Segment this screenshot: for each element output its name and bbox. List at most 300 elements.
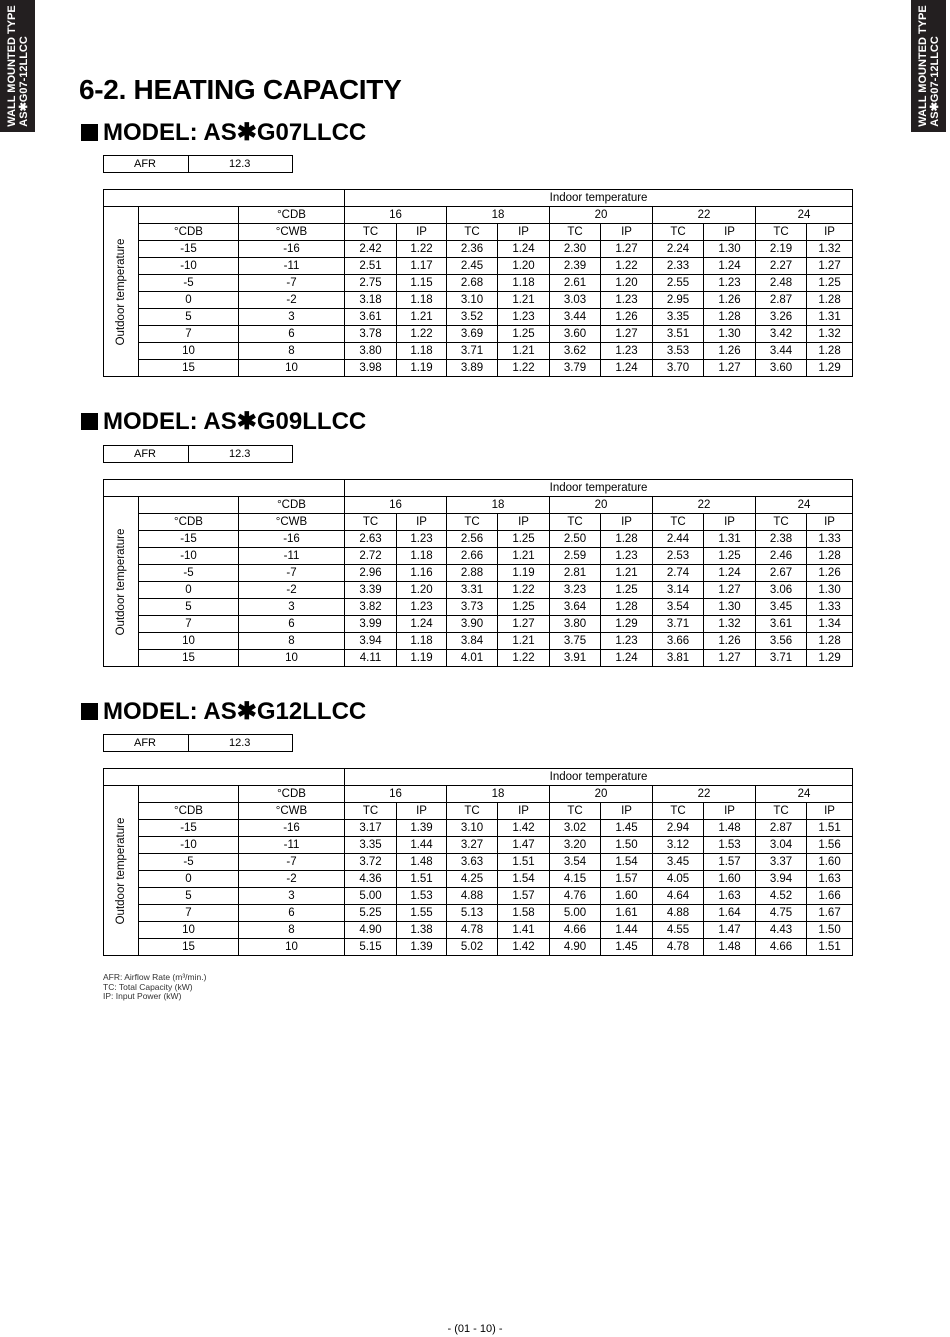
ip-value: 1.18 bbox=[498, 275, 550, 292]
ip-value: 1.20 bbox=[397, 582, 447, 599]
tc-value: 3.52 bbox=[447, 309, 498, 326]
ip-value: 1.26 bbox=[807, 565, 853, 582]
ip-value: 1.42 bbox=[498, 820, 550, 837]
tc-value: 3.14 bbox=[653, 582, 704, 599]
ip-value: 1.21 bbox=[498, 548, 550, 565]
table-row bbox=[104, 599, 853, 616]
tc-header: TC bbox=[345, 803, 397, 820]
table-row bbox=[104, 888, 853, 905]
tc-value: 2.81 bbox=[550, 565, 601, 582]
outdoor-cwb-value: 3 bbox=[239, 599, 345, 616]
ip-value: 1.30 bbox=[704, 326, 756, 343]
ip-header: IP bbox=[704, 803, 756, 820]
table-row bbox=[104, 309, 853, 326]
tc-value: 3.64 bbox=[550, 599, 601, 616]
tc-value: 3.56 bbox=[756, 633, 807, 650]
outdoor-cdb-value: 10 bbox=[139, 343, 239, 360]
tc-value: 3.71 bbox=[653, 616, 704, 633]
tc-value: 5.13 bbox=[447, 905, 498, 922]
ip-value: 1.18 bbox=[397, 548, 447, 565]
tc-value: 3.90 bbox=[447, 616, 498, 633]
tc-value: 3.37 bbox=[756, 854, 807, 871]
ip-header: IP bbox=[397, 803, 447, 820]
tc-value: 3.98 bbox=[345, 360, 397, 377]
ip-value: 1.48 bbox=[704, 820, 756, 837]
ip-value: 1.25 bbox=[498, 599, 550, 616]
ip-header: IP bbox=[601, 514, 653, 531]
tc-value: 3.51 bbox=[653, 326, 704, 343]
tc-value: 3.78 bbox=[345, 326, 397, 343]
outdoor-cwb-value: -2 bbox=[239, 871, 345, 888]
tc-value: 2.53 bbox=[653, 548, 704, 565]
heating-capacity-table bbox=[103, 768, 853, 956]
model-title bbox=[81, 697, 366, 726]
ip-value: 1.23 bbox=[601, 292, 653, 309]
tc-header: TC bbox=[756, 224, 807, 241]
table-row bbox=[104, 871, 853, 888]
outdoor-cwb-value: -2 bbox=[239, 582, 345, 599]
outdoor-temperature-header bbox=[104, 497, 139, 667]
ip-value: 1.50 bbox=[601, 837, 653, 854]
side-tab-line1: WALL MOUNTED TYPE bbox=[5, 5, 18, 127]
tc-value: 3.02 bbox=[550, 820, 601, 837]
table-row bbox=[104, 343, 853, 360]
tc-header: TC bbox=[653, 514, 704, 531]
tc-value: 3.35 bbox=[653, 309, 704, 326]
outdoor-cdb-value: 10 bbox=[139, 922, 239, 939]
tc-value: 3.62 bbox=[550, 343, 601, 360]
outdoor-cwb-value: 10 bbox=[239, 650, 345, 667]
tc-value: 2.59 bbox=[550, 548, 601, 565]
ip-value: 1.48 bbox=[704, 939, 756, 956]
notes bbox=[103, 973, 206, 1002]
ip-value: 1.28 bbox=[807, 633, 853, 650]
tc-header: TC bbox=[550, 803, 601, 820]
note-tc: TC: Total Capacity (kW) bbox=[103, 981, 193, 992]
tc-value: 2.68 bbox=[447, 275, 498, 292]
table-row bbox=[104, 616, 853, 633]
ip-value: 1.45 bbox=[601, 939, 653, 956]
ip-value: 1.51 bbox=[397, 871, 447, 888]
ip-value: 1.27 bbox=[704, 360, 756, 377]
ip-value: 1.39 bbox=[397, 820, 447, 837]
side-tab-line2: AS✱G07-12LLCC bbox=[928, 36, 941, 127]
tc-value: 3.45 bbox=[756, 599, 807, 616]
ip-value: 1.28 bbox=[601, 599, 653, 616]
note-ip: IP: Input Power (kW) bbox=[103, 991, 182, 1001]
outdoor-cdb-value: -15 bbox=[139, 531, 239, 548]
ip-value: 1.18 bbox=[397, 292, 447, 309]
header-blank bbox=[104, 769, 345, 786]
ip-value: 1.54 bbox=[601, 854, 653, 871]
outdoor-cdb-value: 0 bbox=[139, 582, 239, 599]
ip-value: 1.63 bbox=[807, 871, 853, 888]
ip-value: 1.21 bbox=[601, 565, 653, 582]
ip-value: 1.28 bbox=[807, 343, 853, 360]
afr-table bbox=[103, 445, 293, 463]
ip-header: IP bbox=[498, 224, 550, 241]
tc-value: 3.94 bbox=[345, 633, 397, 650]
ip-value: 1.22 bbox=[498, 582, 550, 599]
ip-value: 1.45 bbox=[601, 820, 653, 837]
ip-value: 1.64 bbox=[704, 905, 756, 922]
outdoor-cwb-value: -11 bbox=[239, 548, 345, 565]
tc-value: 2.45 bbox=[447, 258, 498, 275]
tc-value: 2.96 bbox=[345, 565, 397, 582]
ip-value: 1.44 bbox=[397, 837, 447, 854]
tc-value: 3.06 bbox=[756, 582, 807, 599]
outdoor-cdb-unit: °CDB bbox=[139, 514, 239, 531]
ip-value: 1.51 bbox=[807, 820, 853, 837]
ip-value: 1.54 bbox=[498, 871, 550, 888]
tc-header: TC bbox=[653, 224, 704, 241]
outdoor-cdb-unit: °CDB bbox=[139, 803, 239, 820]
table-row bbox=[104, 241, 853, 258]
ip-value: 1.51 bbox=[498, 854, 550, 871]
ip-value: 1.57 bbox=[601, 871, 653, 888]
blank-cell bbox=[139, 786, 239, 803]
tc-value: 2.66 bbox=[447, 548, 498, 565]
outdoor-cwb-value: 6 bbox=[239, 905, 345, 922]
outdoor-cdb-value: -15 bbox=[139, 820, 239, 837]
ip-value: 1.24 bbox=[704, 258, 756, 275]
tc-value: 2.30 bbox=[550, 241, 601, 258]
ip-value: 1.31 bbox=[704, 531, 756, 548]
tc-value: 3.23 bbox=[550, 582, 601, 599]
ip-value: 1.20 bbox=[601, 275, 653, 292]
ip-value: 1.27 bbox=[704, 582, 756, 599]
tc-value: 4.75 bbox=[756, 905, 807, 922]
ip-value: 1.32 bbox=[704, 616, 756, 633]
afr-value: 12.3 bbox=[189, 156, 293, 173]
ip-value: 1.28 bbox=[704, 309, 756, 326]
ip-value: 1.28 bbox=[807, 548, 853, 565]
table-row bbox=[104, 565, 853, 582]
side-tab-right bbox=[911, 0, 946, 132]
outdoor-cwb-value: -16 bbox=[239, 531, 345, 548]
tc-value: 2.38 bbox=[756, 531, 807, 548]
page-number: - (01 - 10) - bbox=[447, 1323, 503, 1335]
outdoor-cwb-value: 8 bbox=[239, 343, 345, 360]
blank-cell bbox=[139, 497, 239, 514]
tc-value: 2.88 bbox=[447, 565, 498, 582]
tc-value: 2.56 bbox=[447, 531, 498, 548]
ip-value: 1.34 bbox=[807, 616, 853, 633]
ip-value: 1.25 bbox=[601, 582, 653, 599]
outdoor-cwb-unit: °CWB bbox=[239, 803, 345, 820]
tc-value: 3.39 bbox=[345, 582, 397, 599]
ip-value: 1.31 bbox=[807, 309, 853, 326]
tc-value: 3.18 bbox=[345, 292, 397, 309]
tc-value: 3.80 bbox=[550, 616, 601, 633]
outdoor-cwb-value: 8 bbox=[239, 922, 345, 939]
tc-value: 2.67 bbox=[756, 565, 807, 582]
ip-value: 1.58 bbox=[498, 905, 550, 922]
ip-value: 1.30 bbox=[704, 599, 756, 616]
indoor-cdb-unit: °CDB bbox=[239, 497, 345, 514]
ip-value: 1.23 bbox=[704, 275, 756, 292]
tc-value: 4.66 bbox=[550, 922, 601, 939]
model-title-text: MODEL: AS✱G07LLCC bbox=[103, 119, 367, 146]
ip-value: 1.61 bbox=[601, 905, 653, 922]
tc-value: 4.01 bbox=[447, 650, 498, 667]
ip-value: 1.29 bbox=[807, 650, 853, 667]
tc-value: 2.61 bbox=[550, 275, 601, 292]
tc-value: 3.54 bbox=[550, 854, 601, 871]
ip-value: 1.27 bbox=[498, 616, 550, 633]
ip-value: 1.53 bbox=[704, 837, 756, 854]
outdoor-cdb-value: 0 bbox=[139, 292, 239, 309]
tc-value: 3.99 bbox=[345, 616, 397, 633]
outdoor-cwb-value: -11 bbox=[239, 258, 345, 275]
tc-header: TC bbox=[345, 224, 397, 241]
tc-value: 5.25 bbox=[345, 905, 397, 922]
model-title bbox=[81, 118, 366, 147]
afr-value: 12.3 bbox=[189, 735, 293, 752]
tc-value: 2.63 bbox=[345, 531, 397, 548]
outdoor-cdb-unit: °CDB bbox=[139, 224, 239, 241]
outdoor-cwb-value: -7 bbox=[239, 275, 345, 292]
tc-value: 3.75 bbox=[550, 633, 601, 650]
ip-value: 1.23 bbox=[601, 633, 653, 650]
ip-value: 1.32 bbox=[807, 326, 853, 343]
ip-value: 1.23 bbox=[397, 531, 447, 548]
ip-value: 1.30 bbox=[807, 582, 853, 599]
tc-value: 3.20 bbox=[550, 837, 601, 854]
tc-value: 3.81 bbox=[653, 650, 704, 667]
heating-capacity-table bbox=[103, 189, 853, 377]
outdoor-cdb-value: 15 bbox=[139, 939, 239, 956]
tc-value: 5.02 bbox=[447, 939, 498, 956]
ip-value: 1.22 bbox=[498, 360, 550, 377]
header-blank bbox=[104, 190, 345, 207]
tc-value: 4.25 bbox=[447, 871, 498, 888]
side-tab-line1: WALL MOUNTED TYPE bbox=[916, 5, 929, 127]
ip-value: 1.24 bbox=[397, 616, 447, 633]
tc-value: 2.55 bbox=[653, 275, 704, 292]
table-row bbox=[104, 905, 853, 922]
header-blank bbox=[104, 480, 345, 497]
ip-value: 1.63 bbox=[704, 888, 756, 905]
afr-label: AFR bbox=[104, 446, 189, 463]
ip-value: 1.30 bbox=[704, 241, 756, 258]
tc-value: 2.75 bbox=[345, 275, 397, 292]
outdoor-cdb-value: 7 bbox=[139, 905, 239, 922]
outdoor-cdb-value: 0 bbox=[139, 871, 239, 888]
tc-value: 3.10 bbox=[447, 820, 498, 837]
ip-value: 1.21 bbox=[498, 633, 550, 650]
ip-value: 1.24 bbox=[704, 565, 756, 582]
tc-value: 3.10 bbox=[447, 292, 498, 309]
tc-header: TC bbox=[447, 224, 498, 241]
tc-value: 5.00 bbox=[345, 888, 397, 905]
ip-value: 1.21 bbox=[397, 309, 447, 326]
tc-value: 2.33 bbox=[653, 258, 704, 275]
tc-value: 2.44 bbox=[653, 531, 704, 548]
model-title-text: MODEL: AS✱G09LLCC bbox=[103, 408, 367, 435]
indoor-temp-20: 20 bbox=[550, 207, 653, 224]
ip-value: 1.66 bbox=[807, 888, 853, 905]
ip-value: 1.24 bbox=[601, 360, 653, 377]
afr-label: AFR bbox=[104, 156, 189, 173]
ip-value: 1.18 bbox=[397, 343, 447, 360]
table-row bbox=[104, 326, 853, 343]
side-tab-line2: AS✱G07-12LLCC bbox=[17, 36, 30, 127]
ip-value: 1.32 bbox=[807, 241, 853, 258]
ip-value: 1.22 bbox=[397, 326, 447, 343]
ip-value: 1.27 bbox=[807, 258, 853, 275]
ip-value: 1.27 bbox=[601, 326, 653, 343]
indoor-temp-20: 20 bbox=[550, 497, 653, 514]
model-title bbox=[81, 407, 366, 436]
ip-value: 1.18 bbox=[397, 633, 447, 650]
ip-value: 1.53 bbox=[397, 888, 447, 905]
indoor-cdb-unit: °CDB bbox=[239, 207, 345, 224]
tc-value: 3.17 bbox=[345, 820, 397, 837]
tc-value: 3.35 bbox=[345, 837, 397, 854]
ip-value: 1.23 bbox=[601, 343, 653, 360]
tc-value: 3.45 bbox=[653, 854, 704, 871]
tc-value: 2.39 bbox=[550, 258, 601, 275]
tc-value: 4.88 bbox=[653, 905, 704, 922]
ip-value: 1.27 bbox=[704, 650, 756, 667]
tc-value: 3.91 bbox=[550, 650, 601, 667]
outdoor-cwb-unit: °CWB bbox=[239, 224, 345, 241]
ip-value: 1.55 bbox=[397, 905, 447, 922]
outdoor-cwb-value: -16 bbox=[239, 820, 345, 837]
outdoor-cwb-value: 6 bbox=[239, 326, 345, 343]
tc-value: 3.61 bbox=[345, 309, 397, 326]
tc-value: 4.11 bbox=[345, 650, 397, 667]
tc-value: 3.54 bbox=[653, 599, 704, 616]
tc-value: 4.43 bbox=[756, 922, 807, 939]
outdoor-cwb-value: 10 bbox=[239, 939, 345, 956]
tc-value: 4.64 bbox=[653, 888, 704, 905]
tc-value: 3.73 bbox=[447, 599, 498, 616]
table-row bbox=[104, 939, 853, 956]
indoor-cdb-unit: °CDB bbox=[239, 786, 345, 803]
table-row bbox=[104, 258, 853, 275]
ip-value: 1.56 bbox=[807, 837, 853, 854]
table-row bbox=[104, 650, 853, 667]
tc-value: 2.24 bbox=[653, 241, 704, 258]
tc-header: TC bbox=[550, 514, 601, 531]
tc-value: 2.42 bbox=[345, 241, 397, 258]
ip-header: IP bbox=[498, 514, 550, 531]
ip-value: 1.22 bbox=[397, 241, 447, 258]
tc-header: TC bbox=[756, 514, 807, 531]
indoor-temp-24: 24 bbox=[756, 207, 853, 224]
ip-value: 1.23 bbox=[397, 599, 447, 616]
tc-value: 5.00 bbox=[550, 905, 601, 922]
ip-value: 1.29 bbox=[601, 616, 653, 633]
ip-header: IP bbox=[601, 224, 653, 241]
indoor-temperature-header: Indoor temperature bbox=[345, 190, 853, 207]
outdoor-cdb-value: -5 bbox=[139, 565, 239, 582]
ip-value: 1.26 bbox=[601, 309, 653, 326]
ip-value: 1.48 bbox=[397, 854, 447, 871]
tc-value: 3.26 bbox=[756, 309, 807, 326]
indoor-temp-16: 16 bbox=[345, 207, 447, 224]
afr-table bbox=[103, 734, 293, 752]
tc-value: 4.88 bbox=[447, 888, 498, 905]
tc-value: 3.80 bbox=[345, 343, 397, 360]
ip-header: IP bbox=[807, 224, 853, 241]
outdoor-cdb-value: 7 bbox=[139, 326, 239, 343]
ip-value: 1.42 bbox=[498, 939, 550, 956]
tc-value: 3.84 bbox=[447, 633, 498, 650]
tc-value: 3.60 bbox=[550, 326, 601, 343]
indoor-temp-22: 22 bbox=[653, 207, 756, 224]
tc-value: 3.70 bbox=[653, 360, 704, 377]
tc-value: 2.36 bbox=[447, 241, 498, 258]
ip-value: 1.19 bbox=[397, 360, 447, 377]
ip-value: 1.47 bbox=[498, 837, 550, 854]
ip-value: 1.39 bbox=[397, 939, 447, 956]
tc-value: 4.90 bbox=[345, 922, 397, 939]
outdoor-cdb-value: 5 bbox=[139, 599, 239, 616]
indoor-temperature-header: Indoor temperature bbox=[345, 480, 853, 497]
outdoor-cdb-value: -5 bbox=[139, 854, 239, 871]
table-row bbox=[104, 922, 853, 939]
tc-value: 2.87 bbox=[756, 292, 807, 309]
ip-value: 1.22 bbox=[498, 650, 550, 667]
indoor-temp-22: 22 bbox=[653, 497, 756, 514]
tc-value: 3.79 bbox=[550, 360, 601, 377]
ip-value: 1.51 bbox=[807, 939, 853, 956]
ip-value: 1.26 bbox=[704, 633, 756, 650]
ip-value: 1.23 bbox=[498, 309, 550, 326]
tc-header: TC bbox=[550, 224, 601, 241]
tc-value: 2.95 bbox=[653, 292, 704, 309]
table-row bbox=[104, 360, 853, 377]
ip-value: 1.20 bbox=[498, 258, 550, 275]
ip-value: 1.15 bbox=[397, 275, 447, 292]
table-row bbox=[104, 531, 853, 548]
ip-value: 1.47 bbox=[704, 922, 756, 939]
outdoor-cdb-value: 5 bbox=[139, 888, 239, 905]
ip-value: 1.60 bbox=[601, 888, 653, 905]
tc-value: 2.27 bbox=[756, 258, 807, 275]
table-row bbox=[104, 854, 853, 871]
tc-value: 3.53 bbox=[653, 343, 704, 360]
tc-value: 3.03 bbox=[550, 292, 601, 309]
tc-value: 2.46 bbox=[756, 548, 807, 565]
ip-value: 1.16 bbox=[397, 565, 447, 582]
ip-value: 1.25 bbox=[704, 548, 756, 565]
ip-value: 1.22 bbox=[601, 258, 653, 275]
tc-value: 3.12 bbox=[653, 837, 704, 854]
tc-value: 4.78 bbox=[447, 922, 498, 939]
tc-value: 4.52 bbox=[756, 888, 807, 905]
tc-value: 3.63 bbox=[447, 854, 498, 871]
tc-value: 3.61 bbox=[756, 616, 807, 633]
indoor-temperature-header: Indoor temperature bbox=[345, 769, 853, 786]
outdoor-temperature-label: Outdoor temperature bbox=[115, 528, 127, 635]
outdoor-cwb-value: 3 bbox=[239, 309, 345, 326]
tc-value: 2.48 bbox=[756, 275, 807, 292]
tc-value: 3.60 bbox=[756, 360, 807, 377]
ip-header: IP bbox=[807, 803, 853, 820]
indoor-temp-24: 24 bbox=[756, 786, 853, 803]
tc-value: 3.71 bbox=[447, 343, 498, 360]
note-afr: AFR: Airflow Rate (m³/min.) bbox=[103, 972, 207, 982]
outdoor-cdb-value: 5 bbox=[139, 309, 239, 326]
ip-value: 1.25 bbox=[498, 531, 550, 548]
ip-value: 1.57 bbox=[498, 888, 550, 905]
indoor-temp-18: 18 bbox=[447, 207, 550, 224]
outdoor-cwb-value: 6 bbox=[239, 616, 345, 633]
